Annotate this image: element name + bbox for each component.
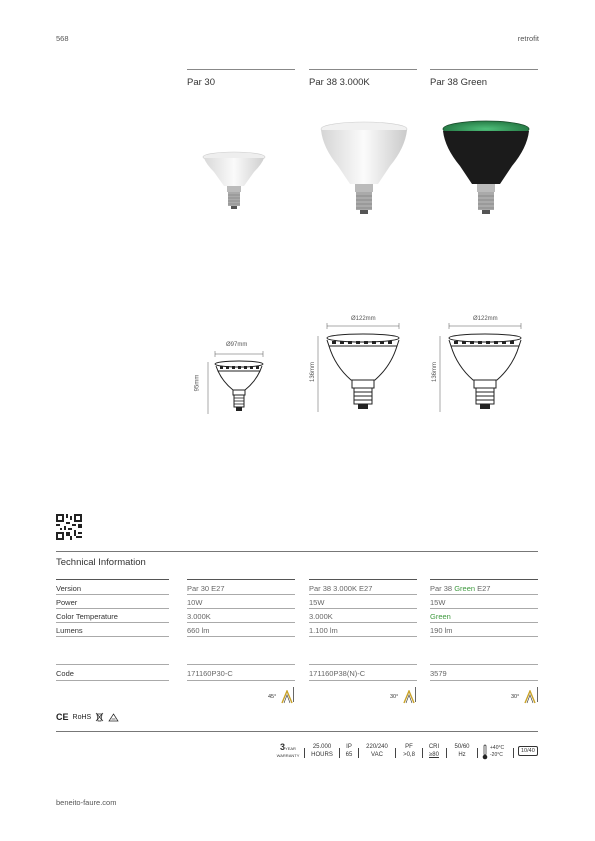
ce-mark-icon: CE xyxy=(56,712,69,722)
pf-icon: PF >0,8 xyxy=(403,744,415,758)
par30-photo xyxy=(200,148,268,216)
p2-code: 171160P38(N)-C xyxy=(309,669,366,678)
triangle-cert-icon xyxy=(108,713,119,722)
label-power: Power xyxy=(56,598,78,607)
certifications xyxy=(56,712,119,722)
rohs-icon: RoHS xyxy=(72,713,92,721)
voltage-icon: 220/240 VAC xyxy=(366,744,388,758)
beam-angle-icon xyxy=(403,690,415,704)
par38-green-width-label: Ø122mm xyxy=(473,316,498,322)
p2-power: 15W xyxy=(309,598,325,607)
ip-icon: IP 65 xyxy=(345,744,353,758)
warranty-icon: 3YEAR WARRANTY xyxy=(276,742,300,758)
p2-beam-angle: 30° xyxy=(390,688,415,706)
par38-photo xyxy=(318,118,410,216)
p3-beam-angle: 30° xyxy=(511,688,536,706)
p2-lumens: 1.100 lm xyxy=(309,626,338,635)
p3-power: 15W xyxy=(430,598,446,607)
footer-website[interactable]: beneito-faure.com xyxy=(56,798,117,807)
p3-code: 3579 xyxy=(430,669,447,678)
dimension-box-icon: 10/40 xyxy=(518,746,538,756)
p1-lumens: 660 lm xyxy=(187,626,210,635)
par38-green-photo xyxy=(440,118,532,216)
par38-green-drawing xyxy=(432,314,532,414)
p1-code: 171160P30-C xyxy=(187,669,233,678)
label-version: Version xyxy=(56,584,82,593)
label-color-temperature: Color Temperature xyxy=(56,612,118,621)
par30-width-label: Ø97mm xyxy=(226,342,248,348)
p3-color: Green xyxy=(430,612,451,621)
p1-power: 10W xyxy=(187,598,203,607)
p1-beam-angle: 45° xyxy=(268,688,293,706)
par38-height-label: 136mm xyxy=(310,361,317,383)
frequency-icon: 50/60 Hz xyxy=(454,744,470,758)
par30-height-label: 95mm xyxy=(194,374,201,392)
col1-rule xyxy=(187,69,295,70)
p3-version: Par 38 Green E27 xyxy=(430,584,491,593)
col2-title: Par 38 3.000K xyxy=(309,77,370,88)
p2-version: Par 38 3.000K E27 xyxy=(309,584,373,593)
p3-lumens: 190 lm xyxy=(430,626,453,635)
p1-version: Par 30 E27 xyxy=(187,584,225,593)
specs-rule xyxy=(56,731,538,732)
col3-rule xyxy=(430,69,538,70)
hours-icon: 25.000 HOURS xyxy=(311,744,333,758)
tech-rule xyxy=(56,551,538,552)
par38-width-label: Ø122mm xyxy=(351,316,376,322)
par30-drawing xyxy=(199,344,274,416)
page-number: 568 xyxy=(56,34,69,43)
label-code: Code xyxy=(56,669,74,678)
section-name: retrofit xyxy=(517,34,539,43)
tech-heading: Technical Information xyxy=(56,557,146,568)
cri-icon: CRI ≥80 xyxy=(428,744,440,758)
weee-bin-icon xyxy=(95,712,104,722)
temperature-icon: +40°C -20°C xyxy=(482,744,504,760)
col1-title: Par 30 xyxy=(187,77,215,88)
par38-drawing xyxy=(310,314,410,414)
p1-color: 3.000K xyxy=(187,612,211,621)
beam-angle-icon xyxy=(281,690,293,704)
p2-color: 3.000K xyxy=(309,612,333,621)
label-lumens: Lumens xyxy=(56,626,83,635)
qr-code-icon[interactable] xyxy=(56,514,82,540)
thermometer-icon xyxy=(482,744,488,760)
col2-rule xyxy=(309,69,417,70)
par38-green-height-label: 136mm xyxy=(432,361,439,383)
beam-angle-icon xyxy=(524,690,536,704)
col3-title: Par 38 Green xyxy=(430,77,488,88)
